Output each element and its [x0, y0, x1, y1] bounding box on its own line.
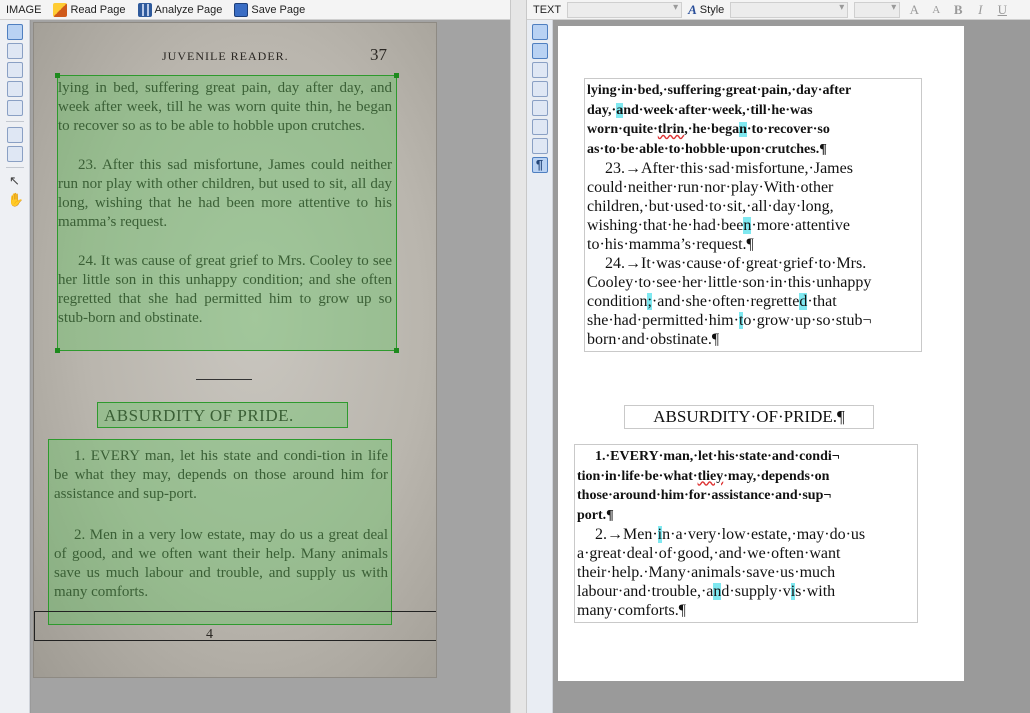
show-nonprinting-icon[interactable]: ¶: [532, 157, 548, 173]
uncertain-char: n: [743, 217, 752, 234]
text-line: could·neither·run·nor·play·With·other: [587, 179, 834, 196]
bold-button[interactable]: B: [953, 1, 963, 17]
text-line: children,·but·used·to·sit,·all·day·long,: [587, 198, 834, 215]
scan-paragraph-2: 23. After this sad misfortune, James could neither run nor play with other children, but used to sit, all day long, wishing that he had been more attentive to his mamma’s request.: [58, 157, 392, 230]
text-line: she·had·permitted·him·to·grow·up·so·stub¬: [587, 312, 872, 329]
read-page-button[interactable]: [53, 3, 125, 17]
scan-footer-signature: 4: [206, 627, 213, 642]
table-area-tool-icon[interactable]: [7, 81, 23, 97]
style-combo[interactable]: [730, 2, 848, 18]
image-tool-strip: [0, 20, 30, 713]
text-line: tion·in·life·be·what·tliey·may,·depends·on: [577, 468, 830, 484]
analyze-page-icon: [138, 3, 152, 17]
scan-page-number: 37: [370, 45, 387, 64]
text-line: Cooley·to·see·her·little·son·in·this·unhappy: [587, 274, 872, 291]
text-line: 1.·EVERY·man,·let·his·state·and·condi¬: [595, 449, 840, 464]
text-line: condition;·and·she·often·regretted·that: [587, 293, 837, 310]
text-line: wishing·that·he·had·been·more·attentive: [587, 217, 851, 234]
increase-font-button[interactable]: A: [909, 1, 919, 17]
text-zone-2[interactable]: [48, 439, 392, 625]
text-line: day,·and·week·after·week,·till·he·was: [587, 102, 813, 118]
scan-paragraph-4: 1. EVERY man, let his state and condi-tion in life be what they may, depends on those around him for assistance and sup-port.: [54, 448, 388, 502]
selection-rectangle[interactable]: [34, 611, 437, 641]
uncertain-char: i: [790, 583, 796, 600]
pointer-tool-icon[interactable]: ↖: [9, 173, 20, 188]
verify-text-icon[interactable]: [532, 81, 548, 97]
image-pane-label: IMAGE: [6, 3, 42, 16]
text-line: many·comforts.¶: [577, 602, 686, 619]
text-line: worn·quite·tlrin,·he·began·to·recover·so: [587, 122, 830, 137]
scan-paragraph-1: lying in bed, suffering great pain, day after day, and week after week, till he was worn quite thin, he began to recover so as to be able to hobble upon crutches.: [58, 80, 392, 134]
scan-paragraph-5: 2. Men in a very low estate, may do us a great deal of good, and we often want their help. Many animals save us much labour and trouble, and supply us with many comforts.: [54, 527, 388, 600]
save-page-label: Save Page: [251, 3, 306, 16]
uncertain-char: n: [739, 122, 747, 137]
underline-button[interactable]: U: [997, 1, 1007, 17]
uncertain-char: d: [799, 293, 808, 310]
text-toolbar: [527, 0, 1030, 20]
scan-title: ABSURDITY OF PRIDE.: [104, 406, 294, 425]
style-icon: A: [688, 1, 697, 17]
text-line: a·great·deal·of·good,·and·we·often·want: [577, 545, 841, 562]
text-line: 2.→Men·in·a·very·low·estate,·may·do·us: [595, 526, 866, 543]
scan-divider-rule: [196, 379, 252, 380]
text-line: labour·and·trouble,·and·supply·vis·with: [577, 583, 836, 600]
misspelled-word: tliey: [697, 468, 724, 484]
text-line: as·to·be·able·to·hobble·upon·crutches.¶: [587, 141, 827, 157]
uncertain-char: a: [616, 102, 624, 118]
text-pane-label: TEXT: [533, 3, 562, 16]
document-page[interactable]: [558, 26, 964, 681]
text-pane[interactable]: [554, 20, 1030, 713]
page-view-icon[interactable]: [532, 43, 548, 59]
uncertain-char: t: [738, 312, 744, 329]
uncertain-char: i: [657, 526, 663, 543]
decrease-font-button[interactable]: A: [932, 3, 941, 16]
misspelled-word: tlrin: [657, 122, 685, 137]
tool-separator: [6, 167, 24, 168]
pane-splitter[interactable]: [510, 0, 527, 713]
read-page-icon: [53, 3, 67, 17]
text-tool-strip: [527, 20, 553, 713]
text-zone-1[interactable]: [57, 75, 397, 351]
text-view-icon[interactable]: [532, 24, 548, 40]
text-line: port.¶: [577, 507, 614, 523]
read-page-label: Read Page: [70, 3, 126, 16]
text-line: to·his·mamma’s·request.¶: [587, 236, 754, 253]
text-line: born·and·obstinate.¶: [587, 331, 720, 348]
zone-handle[interactable]: [394, 73, 399, 78]
running-head: JUVENILE READER.: [162, 49, 289, 63]
zone-handle[interactable]: [394, 348, 399, 353]
picture-area-tool-icon[interactable]: [7, 43, 23, 59]
text-block-title[interactable]: [624, 405, 874, 429]
analyze-page-label: Analyze Page: [154, 3, 223, 16]
scan-paragraph-3: 24. It was cause of great grief to Mrs. Cooley to see her little son in this unhappy condition; and she often regretted that she had permitted him to grow up so stub-born and obstinate.: [58, 253, 392, 326]
background-picture-tool-icon[interactable]: [7, 62, 23, 78]
find-icon[interactable]: [532, 100, 548, 116]
uncertain-char: n: [713, 583, 722, 600]
title-line: ABSURDITY·OF·PRIDE.¶: [653, 407, 845, 426]
text-zone-title[interactable]: [97, 402, 348, 428]
text-block-2[interactable]: [574, 444, 918, 623]
text-area-tool-icon[interactable]: [7, 24, 23, 40]
text-line: those·around·him·for·assistance·and·sup¬: [577, 488, 832, 503]
image-toolbar: [0, 0, 510, 20]
save-page-icon: [234, 3, 248, 17]
hand-tool-icon[interactable]: ✋: [7, 192, 24, 207]
replace-icon[interactable]: [532, 119, 548, 135]
picture-view-icon[interactable]: [532, 62, 548, 78]
dictionary-icon[interactable]: [532, 138, 548, 154]
text-line: lying·in·bed,·suffering·great·pain,·day·after: [587, 83, 852, 98]
style-label: Style: [699, 3, 725, 16]
text-line: 23.→After·this·sad·misfortune,·James: [605, 160, 853, 177]
italic-button[interactable]: I: [978, 1, 983, 17]
font-size-combo[interactable]: [854, 2, 900, 18]
text-line: 24.→It·was·cause·of·great·grief·to·Mrs.: [605, 255, 867, 272]
recognition-area-tool-icon[interactable]: [7, 100, 23, 116]
text-block-1[interactable]: [584, 78, 922, 352]
scanned-page: [33, 22, 437, 678]
uncertain-char: ;: [647, 293, 652, 310]
delete-area-tool-icon[interactable]: [7, 127, 23, 143]
zone-handle[interactable]: [55, 73, 60, 78]
save-page-button[interactable]: [234, 3, 305, 17]
style-button[interactable]: [688, 2, 724, 18]
analyze-page-button[interactable]: [138, 3, 223, 17]
image-pane[interactable]: [31, 20, 510, 713]
font-name-combo[interactable]: [567, 2, 682, 18]
order-areas-tool-icon[interactable]: [7, 146, 23, 162]
zone-handle[interactable]: [55, 348, 60, 353]
tool-separator: [6, 121, 24, 122]
text-line: their·help.·Many·animals·save·us·much: [577, 564, 836, 581]
